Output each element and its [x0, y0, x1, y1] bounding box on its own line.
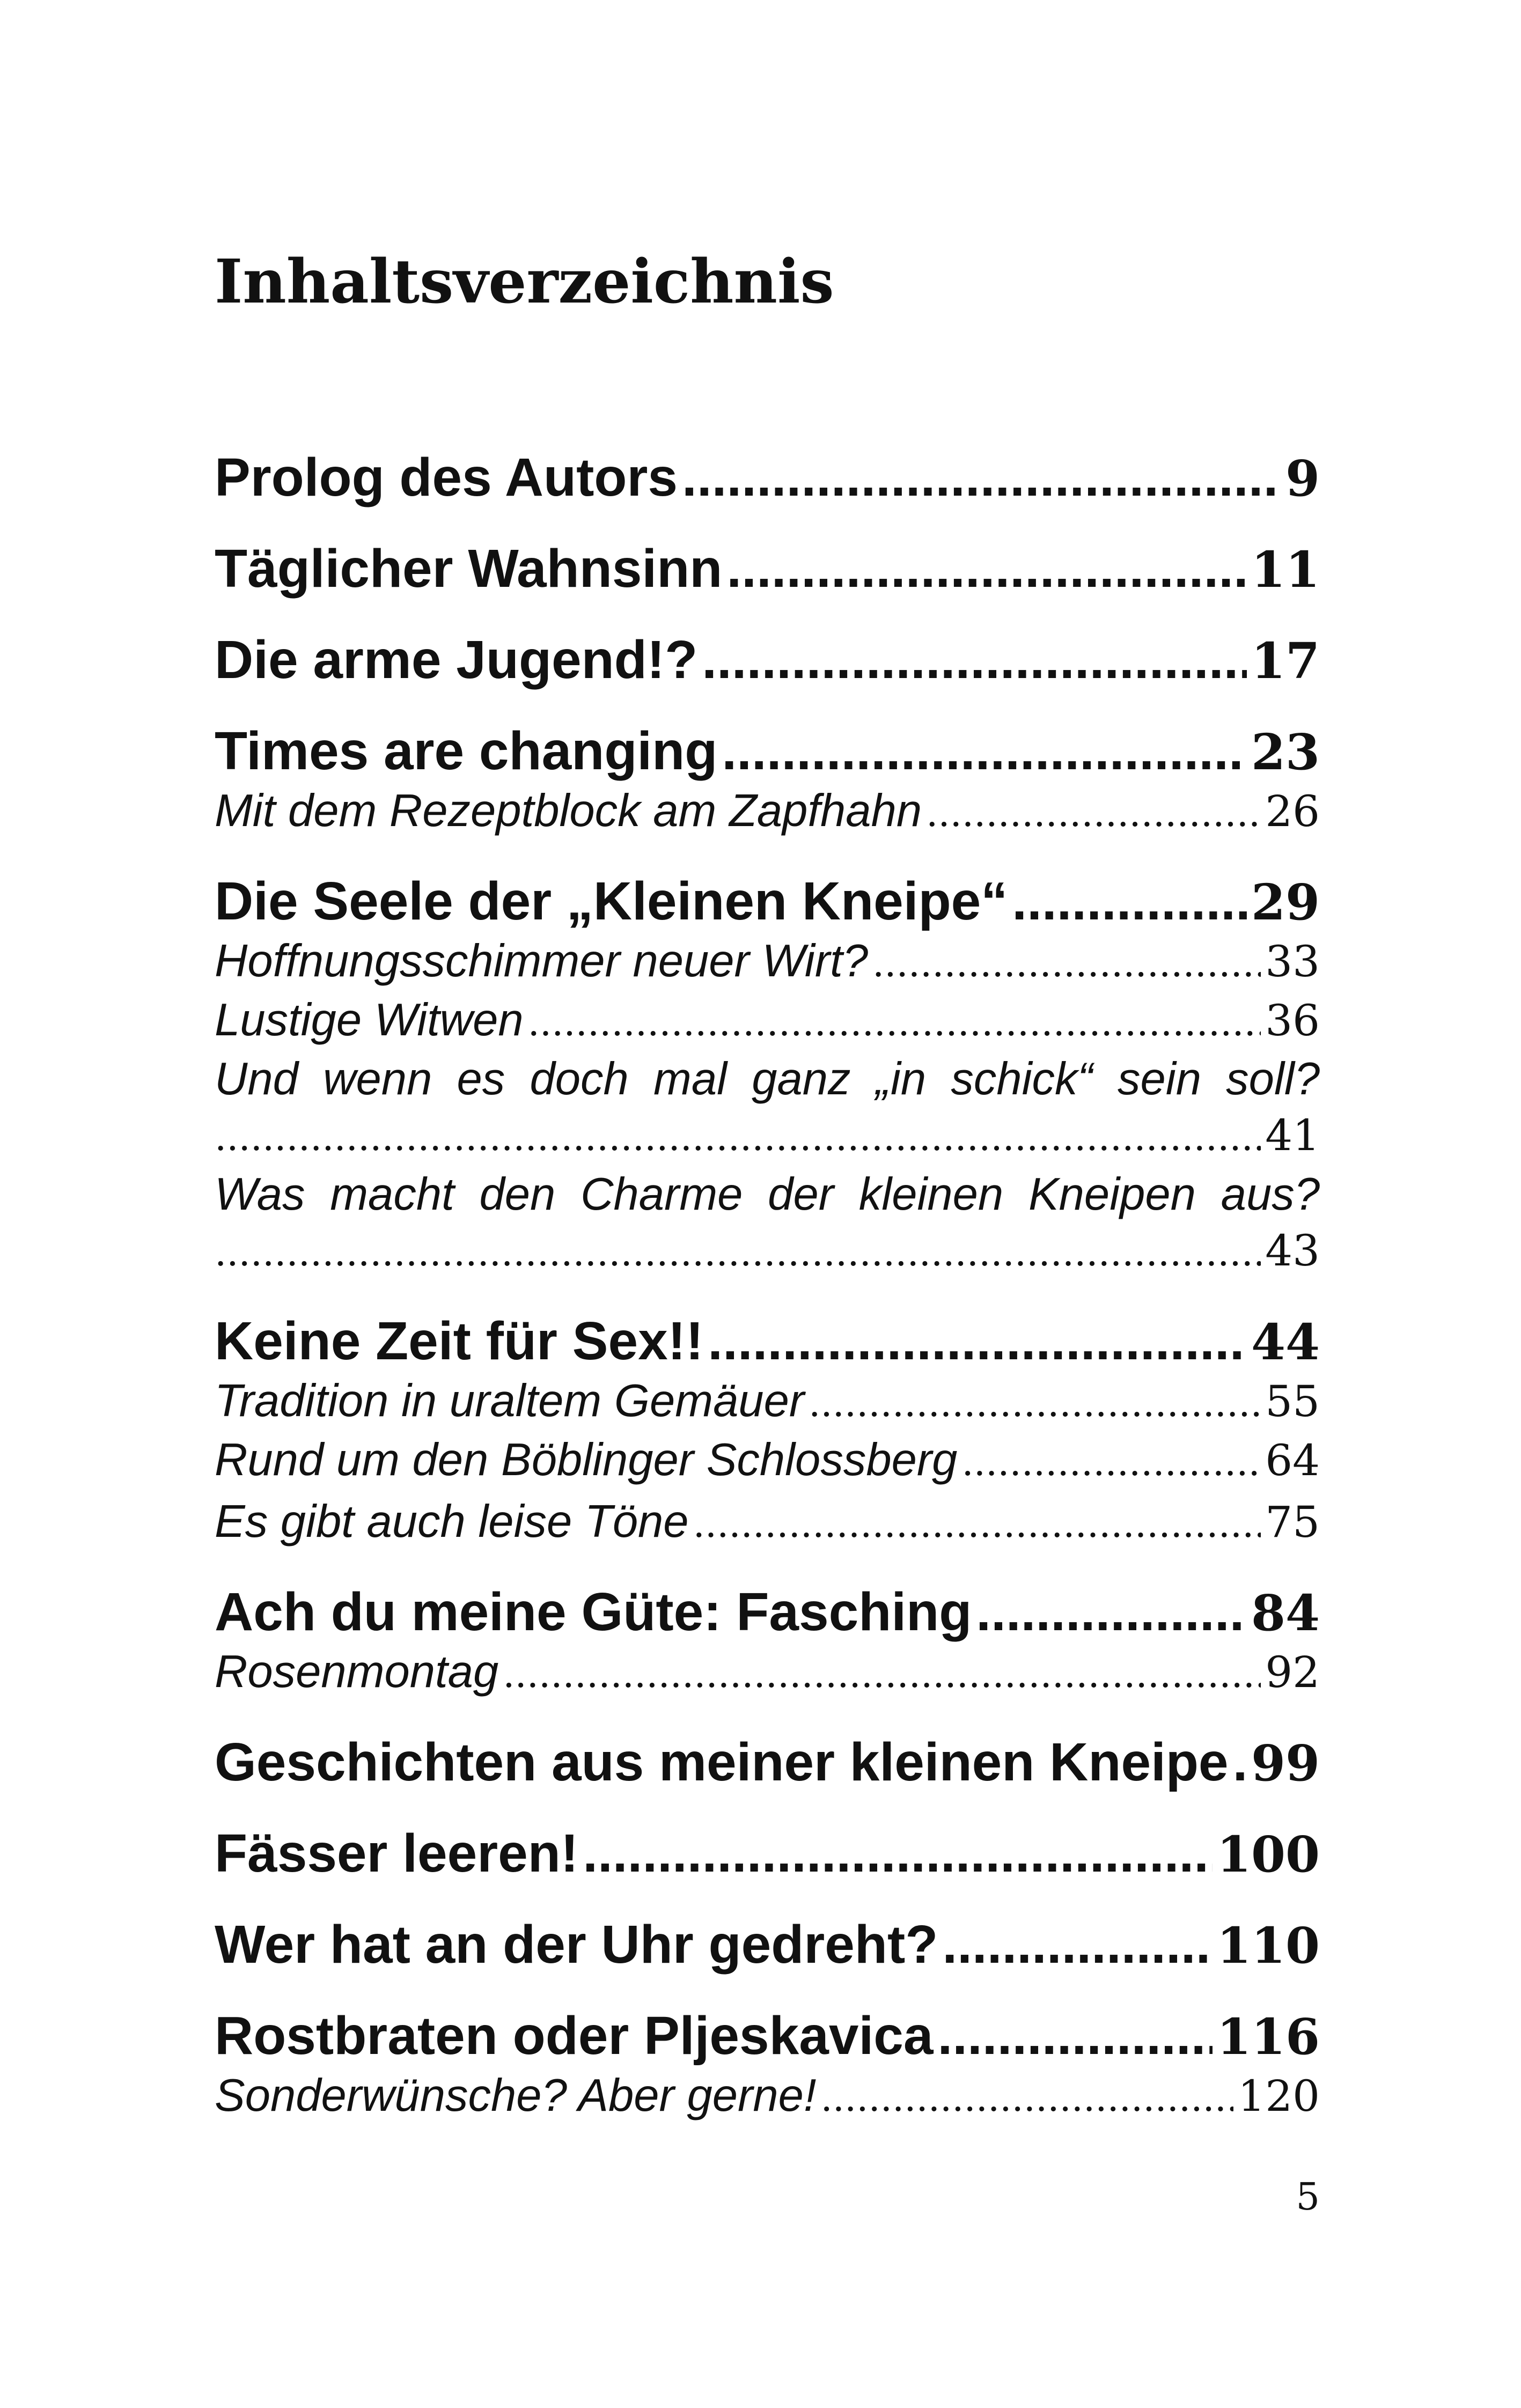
page-title: Inhaltsverzeichnis	[215, 247, 834, 317]
toc-page-number: 23	[1251, 723, 1320, 781]
toc-leader-dots	[809, 1375, 1261, 1431]
toc-subentry-continuation[interactable]	[215, 1108, 1320, 1165]
toc-subentry-wrapped-title[interactable]	[215, 1051, 1320, 1107]
toc-entry[interactable]	[215, 1580, 1320, 1645]
toc-leader-dots	[976, 1580, 1247, 1644]
page-number: 5	[1296, 2175, 1320, 2219]
toc-entry-label: Sonderwünsche? Aber gerne!	[215, 2070, 817, 2121]
toc-subentry[interactable]	[215, 992, 1320, 1050]
toc-leader-dots	[937, 2004, 1213, 2068]
toc-page-number: 33	[1265, 937, 1320, 986]
toc-entry[interactable]	[215, 719, 1320, 784]
toc-entry-label: Die Seele der „Kleinen Kneipe“	[215, 871, 1008, 931]
toc-entry-label: Die arme Jugend!?	[215, 630, 698, 690]
toc-leader-dots	[702, 628, 1247, 692]
toc-page-number: 29	[1251, 873, 1320, 931]
toc-leader-dots	[926, 785, 1261, 841]
toc-leader-dots	[961, 1434, 1261, 1490]
toc-subentry[interactable]	[215, 1373, 1320, 1431]
toc-page-number: 11	[1251, 541, 1320, 599]
toc-leader-dots	[872, 936, 1261, 991]
toc-entry-label: Rostbraten oder Pljeskavica	[215, 2006, 934, 2066]
toc-page-number: 55	[1265, 1376, 1320, 1426]
toc-page-number: 120	[1238, 2071, 1320, 2121]
toc-leader-dots	[726, 536, 1247, 601]
table-of-contents	[215, 0, 1320, 2408]
toc-leader-dots	[693, 1496, 1261, 1552]
toc-page-number: 64	[1265, 1435, 1320, 1485]
toc-subentry[interactable]	[215, 1494, 1320, 1552]
toc-entry[interactable]	[215, 445, 1320, 511]
toc-entry-label: Mit dem Rezeptblock am Zapfhahn	[215, 785, 922, 836]
toc-entry[interactable]	[215, 1309, 1320, 1374]
toc-entry-label: Es gibt auch leise Töne	[215, 1496, 689, 1547]
toc-entry[interactable]	[215, 1821, 1320, 1887]
toc-page-number: 100	[1216, 1825, 1320, 1883]
toc-subentry-wrapped-title[interactable]	[215, 1167, 1320, 1223]
toc-page-number: 43	[1265, 1226, 1320, 1276]
toc-page-number: 84	[1251, 1584, 1320, 1642]
toc-page-number: 9	[1285, 450, 1320, 507]
toc-entry-label: Tradition in uraltem Gemäuer	[215, 1375, 805, 1426]
toc-leader-dots	[1233, 1730, 1247, 1794]
toc-entry-label: Wer hat an der Uhr gedreht?	[215, 1914, 938, 1975]
toc-entry-label: Geschichten aus meiner kleinen Kneipe	[215, 1732, 1229, 1792]
toc-entry[interactable]	[215, 2004, 1320, 2069]
toc-entry-label: Und wenn es doch mal ganz „in schick“ sein soll?	[215, 1054, 1320, 1104]
toc-leader-dots	[215, 1109, 1261, 1165]
toc-subentry[interactable]	[215, 1644, 1320, 1702]
toc-subentry[interactable]	[215, 2068, 1320, 2126]
toc-entry-label: Rosenmontag	[215, 1646, 499, 1697]
toc-entry[interactable]	[215, 1912, 1320, 1978]
toc-leader-dots	[682, 445, 1281, 510]
toc-leader-dots	[722, 719, 1247, 783]
toc-entry-label: Rund um den Böblinger Schlossberg	[215, 1434, 958, 1485]
toc-subentry-continuation[interactable]	[215, 1223, 1320, 1280]
toc-page-number: 110	[1216, 1917, 1320, 1975]
toc-subentry[interactable]	[215, 933, 1320, 991]
toc-leader-dots	[215, 1225, 1261, 1280]
toc-leader-dots	[583, 1821, 1213, 1886]
toc-entry[interactable]	[215, 536, 1320, 602]
toc-entry-label: Fässer leeren!	[215, 1823, 579, 1883]
toc-page-number: 92	[1265, 1647, 1320, 1697]
toc-entry-label: Prolog des Autors	[215, 447, 678, 507]
toc-page-number: 36	[1265, 996, 1320, 1045]
toc-entry-label: Was macht den Charme der kleinen Kneipen aus?	[215, 1169, 1320, 1220]
toc-entry-label: Times are changing	[215, 721, 718, 781]
toc-entry-label: Ach du meine Güte: Fasching	[215, 1582, 972, 1642]
toc-leader-dots	[503, 1646, 1261, 1702]
toc-page-number: 75	[1265, 1497, 1320, 1547]
toc-entry-label: Lustige Witwen	[215, 995, 524, 1045]
toc-subentry[interactable]	[215, 783, 1320, 841]
toc-entry[interactable]	[215, 1730, 1320, 1795]
toc-page-number: 116	[1216, 2008, 1320, 2066]
toc-entry-label: Täglicher Wahnsinn	[215, 539, 723, 599]
toc-leader-dots	[708, 1309, 1247, 1373]
toc-page-number: 99	[1251, 1734, 1320, 1792]
toc-leader-dots	[942, 1912, 1213, 1977]
toc-leader-dots	[820, 2070, 1233, 2126]
toc-entry-label: Hoffnungsschimmer neuer Wirt?	[215, 936, 869, 986]
toc-page-number: 26	[1265, 786, 1320, 836]
toc-subentry[interactable]	[215, 1432, 1320, 1490]
toc-page-number: 17	[1251, 632, 1320, 690]
toc-leader-dots	[1012, 869, 1247, 933]
toc-entry-label: Keine Zeit für Sex!!	[215, 1311, 704, 1371]
toc-page-number: 41	[1265, 1110, 1320, 1160]
toc-leader-dots	[528, 995, 1261, 1050]
toc-page-number: 44	[1251, 1313, 1320, 1371]
toc-entry[interactable]	[215, 869, 1320, 934]
toc-entry[interactable]	[215, 628, 1320, 693]
